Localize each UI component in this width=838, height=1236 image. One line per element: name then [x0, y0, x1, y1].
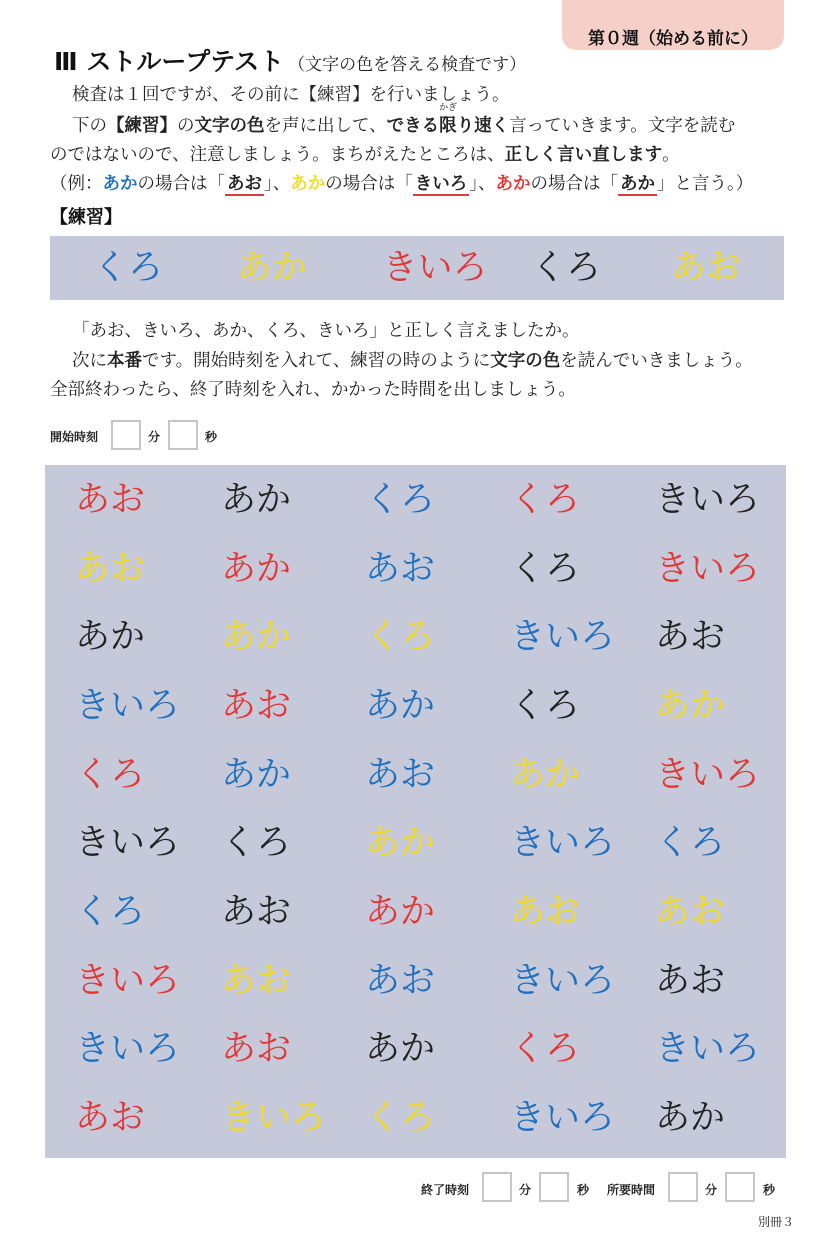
stroop-word: あか: [221, 549, 292, 589]
after-practice-part: 次に: [72, 351, 107, 371]
stroop-word: あか: [655, 1098, 726, 1138]
instruction-line-2-part: 言っていきます。文字を読む: [509, 116, 736, 136]
stroop-word: あお: [655, 961, 726, 1001]
after-practice-line-3-text: 全部終わったら、終了時刻を入れ、かかった時間を出しましょう。: [50, 380, 576, 400]
elapsed-minutes-unit: 分: [705, 1183, 718, 1197]
instruction-line-2: [72, 103, 736, 141]
stroop-word: くろ: [365, 617, 436, 657]
stroop-word: きいろ: [655, 755, 761, 795]
stroop-word: あお: [75, 1098, 146, 1138]
stroop-word: きいろ: [510, 1098, 616, 1138]
stroop-word: あか: [365, 1029, 436, 1069]
stroop-word: くろ: [75, 892, 146, 932]
example-answer: あか: [620, 174, 655, 194]
stroop-word: くろ: [655, 823, 726, 863]
after-practice-line-1-text: 「あお、きいろ、あか、くろ、きいろ」と正しく言えましたか。: [72, 321, 580, 341]
instruction-ruby-kanji: [439, 103, 458, 141]
stroop-word: きいろ: [655, 1029, 761, 1069]
stroop-word: きいろ: [510, 617, 616, 657]
after-practice-line-3: [50, 376, 576, 405]
instruction-emphasis: 正しく言い直します: [504, 145, 663, 165]
stroop-word: くろ: [510, 549, 581, 589]
stroop-word: あか: [221, 755, 292, 795]
example-part: 」、: [264, 174, 291, 194]
after-practice-part: を読んでいきましょう。: [560, 351, 753, 371]
example-part: の場合は「: [530, 174, 618, 194]
stroop-test-grid: [45, 465, 786, 1158]
practice-word: くろ: [92, 248, 164, 288]
practice-word: きいろ: [382, 248, 488, 288]
after-practice-line-2: [72, 347, 753, 376]
practice-word: くろ: [530, 248, 602, 288]
stroop-word: あお: [655, 892, 726, 932]
stroop-word: あお: [510, 892, 581, 932]
elapsed-time-label: 所要時間: [607, 1183, 656, 1197]
start-minutes-unit: 分: [148, 430, 161, 444]
stroop-word: あお: [221, 686, 292, 726]
example-part: 」と言う。）: [657, 174, 754, 194]
stroop-word: くろ: [365, 1098, 436, 1138]
stroop-word: あか: [510, 755, 581, 795]
stroop-word: あか: [655, 686, 726, 726]
example-part: の場合は「: [137, 174, 225, 194]
stroop-word: あお: [75, 480, 146, 520]
elapsed-seconds-box[interactable]: [725, 1172, 755, 1202]
instruction-emphasis: できる: [386, 116, 440, 136]
instruction-line-3: [50, 141, 680, 170]
stroop-word: くろ: [510, 1029, 581, 1069]
stroop-word: きいろ: [221, 1098, 327, 1138]
stroop-word: きいろ: [655, 480, 761, 520]
week-label: 第０週（始める前に）: [588, 29, 758, 49]
stroop-word: くろ: [510, 480, 581, 520]
example-part: （例：: [50, 174, 103, 194]
start-seconds-box[interactable]: [168, 420, 198, 450]
section-title: [54, 42, 526, 78]
stroop-word: あか: [365, 686, 436, 726]
practice-heading: 【練習】: [50, 207, 122, 228]
stroop-word: くろ: [365, 480, 436, 520]
page-number: 別冊３: [758, 1215, 795, 1229]
end-seconds-unit: 秒: [577, 1183, 590, 1197]
stroop-word: あお: [75, 549, 146, 589]
stroop-word: きいろ: [75, 686, 181, 726]
stroop-word: くろ: [221, 823, 292, 863]
stroop-word: あお: [365, 755, 436, 795]
instruction-example: [50, 170, 753, 199]
week-tab: [562, 0, 784, 50]
instruction-line-2-part: を声に出して、: [264, 116, 387, 136]
end-minutes-unit: 分: [519, 1183, 532, 1197]
instruction-line-2-part: 下の: [72, 116, 107, 136]
stroop-word: くろ: [75, 755, 146, 795]
stroop-word: きいろ: [75, 823, 181, 863]
instruction-line-1-text: 検査は１回ですが、その前に【練習】を行いましょう。: [72, 85, 510, 105]
title-main: Ⅲ ストループテスト: [54, 47, 285, 76]
example-answer: きいろ: [414, 174, 468, 194]
stroop-word: あか: [365, 823, 436, 863]
stroop-word: あお: [365, 549, 436, 589]
stroop-word: あお: [221, 1029, 292, 1069]
example-answer: あお: [227, 174, 262, 194]
instruction-emphasis: り速く: [456, 116, 510, 136]
example-part: 」、: [469, 174, 496, 194]
end-minutes-box[interactable]: [482, 1172, 512, 1202]
elapsed-seconds-unit: 秒: [763, 1183, 776, 1197]
stroop-word: きいろ: [75, 1029, 181, 1069]
practice-word: あか: [236, 248, 308, 288]
practice-band: [50, 236, 784, 300]
stroop-word: あか: [365, 892, 436, 932]
stroop-word: あお: [365, 961, 436, 1001]
stroop-word: きいろ: [655, 549, 761, 589]
stroop-word: あか: [221, 617, 292, 657]
stroop-word: あお: [221, 961, 292, 1001]
end-seconds-box[interactable]: [539, 1172, 569, 1202]
example-part: の場合は「: [325, 174, 413, 194]
after-practice-part: です。開始時刻を入れて、練習の時のように: [142, 351, 491, 371]
instruction-practice-ref: 【練習】: [107, 116, 177, 136]
start-seconds-unit: 秒: [205, 430, 218, 444]
instruction-line-3-part: 。: [662, 145, 680, 165]
ruby-base: 限: [439, 116, 457, 136]
after-practice-emphasis: 本番: [107, 351, 142, 371]
stroop-word: くろ: [510, 686, 581, 726]
stroop-word: あお: [221, 892, 292, 932]
after-practice-line-1: [72, 317, 580, 346]
stroop-word: きいろ: [510, 961, 616, 1001]
title-subtitle: （文字の色を答える検査です）: [288, 55, 527, 75]
example-word-blue: あか: [102, 174, 138, 194]
after-practice-emphasis: 文字の色: [490, 351, 561, 371]
stroop-word: あか: [221, 480, 292, 520]
example-word-yellow: あか: [290, 174, 326, 194]
stroop-word: あお: [655, 617, 726, 657]
example-word-red: あか: [495, 174, 531, 194]
instruction-line-3-part: のではないので、注意しましょう。まちがえたところは、: [50, 145, 505, 165]
start-minutes-box[interactable]: [111, 420, 141, 450]
practice-word: あお: [670, 248, 742, 288]
stroop-word: きいろ: [75, 961, 181, 1001]
start-time-label: 開始時刻: [50, 430, 99, 444]
elapsed-minutes-box[interactable]: [668, 1172, 698, 1202]
instruction-emphasis-color: 文字の色: [194, 116, 265, 136]
stroop-word: きいろ: [510, 823, 616, 863]
stroop-word: あか: [75, 617, 146, 657]
instruction-line-2-part: の: [177, 116, 195, 136]
end-time-label: 終了時刻: [421, 1183, 470, 1197]
ruby-reading: かぎ: [439, 103, 458, 113]
